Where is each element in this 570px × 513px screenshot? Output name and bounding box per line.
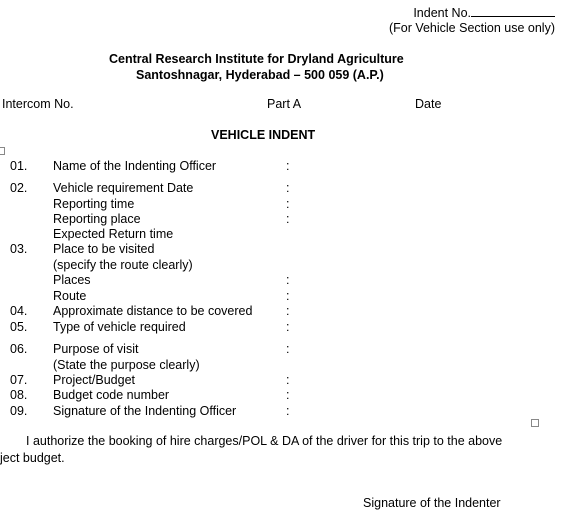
row-number: 01. bbox=[10, 159, 28, 173]
row-colon: : bbox=[286, 373, 290, 387]
row-label: Reporting place bbox=[53, 212, 141, 226]
row-label: Approximate distance to be covered bbox=[53, 304, 253, 318]
row-number: 09. bbox=[10, 404, 28, 418]
row-label: Expected Return time bbox=[53, 227, 174, 241]
row-number: 03. bbox=[10, 242, 28, 256]
row-label: Purpose of visit bbox=[53, 342, 139, 356]
row-label: Vehicle requirement Date bbox=[53, 181, 194, 195]
row-colon: : bbox=[286, 197, 290, 211]
checkbox-marker[interactable] bbox=[531, 419, 539, 427]
row-number: 04. bbox=[10, 304, 28, 318]
row-number: 02. bbox=[10, 181, 28, 195]
row-label: Route bbox=[53, 289, 87, 303]
indent-no bbox=[413, 4, 555, 21]
indenter-signature-label: Signature of the Indenter bbox=[363, 496, 501, 510]
row-label: (State the purpose clearly) bbox=[53, 358, 200, 372]
row-label: Places bbox=[53, 273, 91, 287]
part-label: Part A bbox=[267, 97, 302, 111]
form-title: VEHICLE INDENT bbox=[211, 128, 316, 142]
row-colon: : bbox=[286, 404, 290, 418]
row-label: Budget code number bbox=[53, 388, 170, 402]
row-colon: : bbox=[286, 388, 290, 402]
row-label: Place to be visited bbox=[53, 242, 155, 256]
intercom-label: Intercom No. bbox=[2, 97, 74, 111]
row-colon: : bbox=[286, 181, 290, 195]
anchor-marker bbox=[0, 147, 5, 155]
row-colon: : bbox=[286, 304, 290, 318]
row-colon: : bbox=[286, 320, 290, 334]
row-colon: : bbox=[286, 159, 290, 173]
row-colon: : bbox=[286, 273, 290, 287]
row-label: (specify the route clearly) bbox=[53, 258, 193, 272]
row-label: Reporting time bbox=[53, 197, 135, 211]
row-colon: : bbox=[286, 289, 290, 303]
institute-name: Central Research Institute for Dryland Agriculture bbox=[109, 52, 404, 66]
row-label: Type of vehicle required bbox=[53, 320, 186, 334]
row-label: Name of the Indenting Officer bbox=[53, 159, 217, 173]
row-colon: : bbox=[286, 212, 290, 226]
vehicle-section-note: (For Vehicle Section use only) bbox=[388, 21, 555, 35]
row-colon: : bbox=[286, 342, 290, 356]
authorization-line2: ject budget. bbox=[0, 451, 65, 465]
row-label: Project/Budget bbox=[53, 373, 135, 387]
row-number: 07. bbox=[10, 373, 28, 387]
row-label: Signature of the Indenting Officer bbox=[53, 404, 237, 418]
institute-address: Santoshnagar, Hyderabad – 500 059 (A.P.) bbox=[136, 68, 384, 82]
authorization-line1: I authorize the booking of hire charges/POL & DA of the driver for this trip to the above bbox=[26, 434, 503, 448]
row-number: 05. bbox=[10, 320, 28, 334]
row-number: 06. bbox=[10, 342, 28, 356]
row-number: 08. bbox=[10, 388, 28, 402]
indent-no-label: Indent No. bbox=[413, 6, 471, 20]
indent-no-blank[interactable] bbox=[471, 4, 555, 17]
date-label: Date bbox=[415, 97, 442, 111]
